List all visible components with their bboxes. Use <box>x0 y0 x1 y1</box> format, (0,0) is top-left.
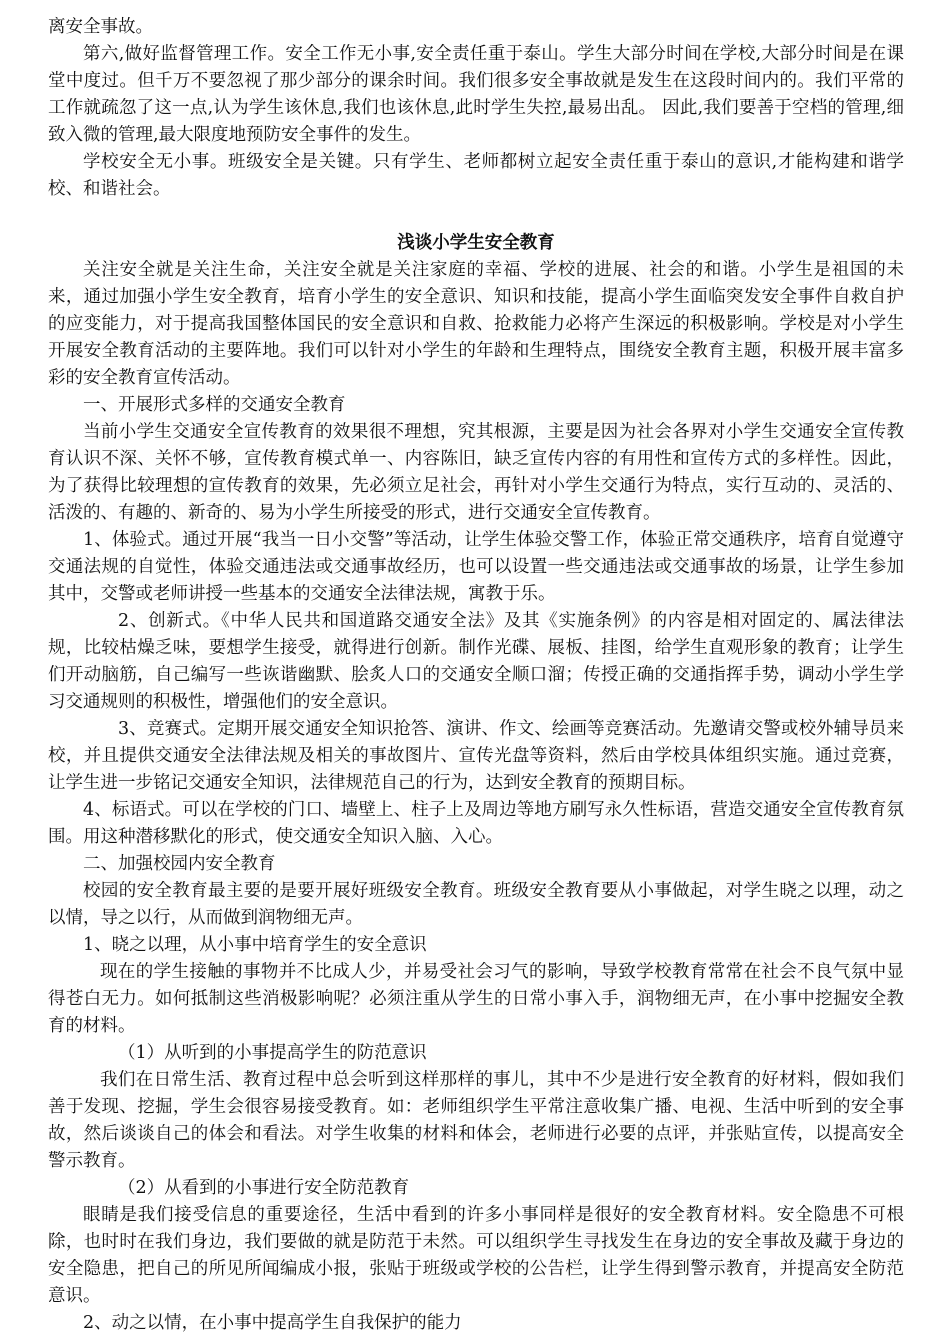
subsection-heading: （2）从看到的小事进行安全防范教育 <box>118 1178 410 1198</box>
paragraph: 第六,做好监督管理工作。安全工作无小事,安全责任重于泰山。学生大部分时间在学校,大部分时间是在课堂中度过。但千万不要忽视了那少部分的课余时间。我们很多安全事故就是发生在这段时间内的。我们平常的工作就疏忽了这一点,认为学生该休息,我们也该休息,此时学生失控,最易出乱。 因此,我们要善于空档的管理,细致入微的管理,最大限度地预防安全事件的发生。 <box>48 44 904 145</box>
subsection-heading: （1）从听到的小事提高学生的防范意识 <box>118 1043 427 1063</box>
paragraph: 学校安全无小事。班级安全是关键。只有学生、老师都树立起安全责任重于泰山的意识,才能构建和谐学校、和谐社会。 <box>48 152 904 199</box>
article-title: 浅谈小学生安全教育 <box>397 233 555 253</box>
paragraph: 校园的安全教育最主要的是要开展好班级安全教育。班级安全教育要从小事做起，对学生晓之以理，动之以情，导之以行，从而做到润物细无声。 <box>48 881 904 928</box>
paragraph: 当前小学生交通安全宣传教育的效果很不理想，究其根源，主要是因为社会各界对小学生交通安全宣传教育认识不深、关怀不够，宣传教育模式单一、内容陈旧，缺乏宣传内容的有用性和宣传方式的多样性。因此，为了获得比较理想的宣传教育的效果，先必须立足社会，再针对小学生交通行为特点，实行互动的、灵活的、活泼的、有趣的、新奇的、易为小学生所接受的形式，进行交通安全宣传教育。 <box>48 422 904 523</box>
subsection-heading: 2、动之以情，在小事中提高学生自我保护的能力 <box>83 1313 462 1333</box>
paragraph: 1、体验式。通过开展“我当一日小交警”等活动，让学生体验交警工作，体验正常交通秩序，培育自觉遵守交通法规的自觉性，体验交通违法或交通事故经历，也可以设置一些交通违法或交通事故的场景，让学生参加其中，交警或老师讲授一些基本的交通安全法律法规，寓教于乐。 <box>48 530 904 604</box>
paragraph: 眼睛是我们接受信息的重要途径，生活中看到的许多小事同样是很好的安全教育材料。安全隐患不可根除，也时时在我们身边，我们要做的就是防范于未然。可以组织学生寻找发生在身边的安全事故及藏于身边的安全隐患，把自己的所见所闻编成小报，张贴于班级或学校的公告栏，让学生得到警示教育，并提高安全防范意识。 <box>48 1205 904 1306</box>
document-page <box>48 14 904 1337</box>
paragraph: 现在的学生接触的事物并不比成人少，并易受社会习气的影响，导致学校教育常常在社会不良气氛中显得苍白无力。如何抵制这些消极影响呢？必须注重从学生的日常小事入手，润物细无声，在小事中挖掘安全教育的材料。 <box>48 962 904 1036</box>
section-heading: 二、加强校园内安全教育 <box>83 854 276 874</box>
paragraph: 关注安全就是关注生命，关注安全就是关注家庭的幸福、学校的进展、社会的和谐。小学生是祖国的未来，通过加强小学生安全教育，培育小学生的安全意识、知识和技能，提高小学生面临突发安全事件自救自护的应变能力，对于提高我国整体国民的安全意识和自救、抢救能力必将产生深远的积极影响。学校是对小学生开展安全教育活动的主要阵地。我们可以针对小学生的年龄和生理特点，围绕安全教育主题，积极开展丰富多彩的安全教育宣传活动。 <box>48 260 904 388</box>
subsection-heading: 1、晓之以理，从小事中培育学生的安全意识 <box>83 935 427 955</box>
paragraph: 我们在日常生活、教育过程中总会听到这样那样的事儿，其中不少是进行安全教育的好材料，假如我们善于发现、挖掘，学生会很容易接受教育。如：老师组织学生平常注意收集广播、电视、生活中听到的安全事故，然后谈谈自己的体会和看法。对学生收集的材料和体会，老师进行必要的点评，并张贴宣传，以提高安全警示教育。 <box>48 1070 904 1171</box>
section-heading: 一、开展形式多样的交通安全教育 <box>83 395 346 415</box>
paragraph: 4、标语式。可以在学校的门口、墙壁上、柱子上及周边等地方刷写永久性标语，营造交通安全宣传教育氛围。用这种潜移默化的形式，使交通安全知识入脑、入心。 <box>48 800 904 847</box>
paragraph: 3、竞赛式。定期开展交通安全知识抢答、演讲、作文、绘画等竞赛活动。先邀请交警或校外辅导员来校，并且提供交通安全法律法规及相关的事故图片、宣传光盘等资料，然后由学校具体组织实施。通过竞赛，让学生进一步铭记交通安全知识，法律规范自己的行为，达到安全教育的预期目标。 <box>48 719 904 793</box>
paragraph: 2、创新式。《中华人民共和国道路交通安全法》及其《实施条例》的内容是相对固定的、属法律法规，比较枯燥乏味，要想学生接受，就得进行创新。制作光碟、展板、挂图，给学生直观形象的教育；让学生们开动脑筋，自己编写一些诙谐幽默、脍炙人口的交通安全顺口溜；传授正确的交通指挥手势，调动小学生学习交通规则的积极性，增强他们的安全意识。 <box>48 611 904 712</box>
paragraph: 离安全事故。 <box>48 17 153 37</box>
